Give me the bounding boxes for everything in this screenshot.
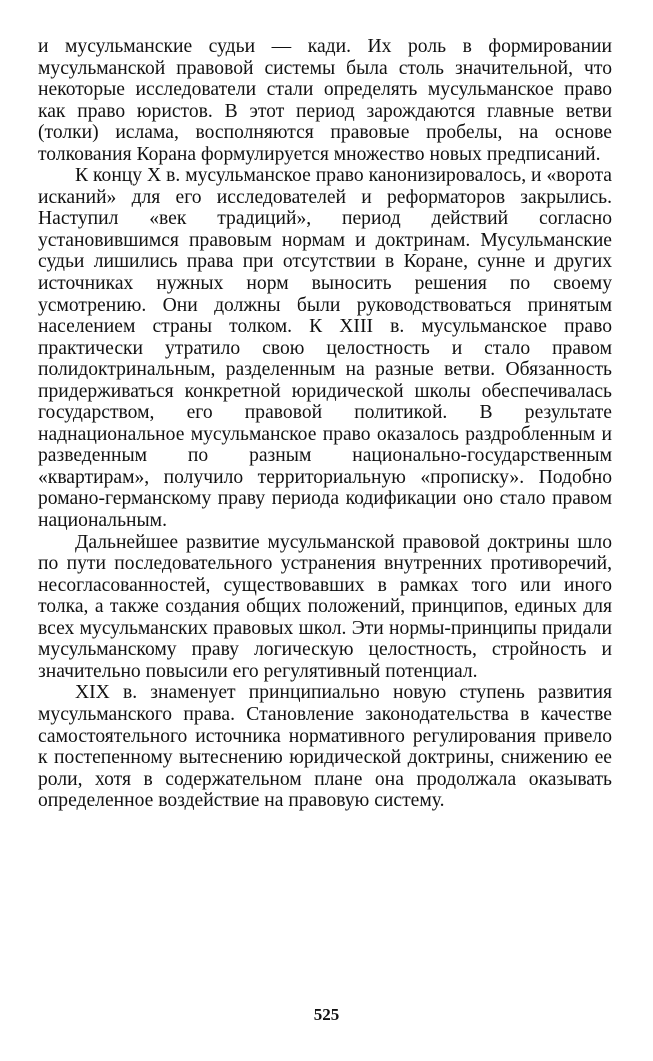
paragraph-2: К концу X в. мусульманское право канонизировалось, и «ворота исканий» для его исследователей и реформаторов закрылись. Наступил «век традиций», период действий согласно установившимся правовым нормам и доктринам. Мусульманские судьи лишились права при отсутствии в Коране, сунне и других источниках нужных норм выносить решения по своему усмотрению. Они должны были руководствоваться принятым населением страны толком. К XIII в. мусульманское право практически утратило свою целостность и стало правом полидоктринальным, разделенным на разные ветви. Обязанность придерживаться конкретной юридической школы обеспечивалась государством, его правовой политикой. В результате наднациональное мусульманское право оказалось раздробленным и разведенным по разным национально-государственным «квартирам», получило территориальную «прописку». Подобно романо-германскому праву периода кодификации оно стало правом национальным.	[38, 165, 612, 532]
paragraph-3: Дальнейшее развитие мусульманской правовой доктрины шло по пути последовательного устранения внутренних противоречий, несогласованностей, существовавших в рамках того или иного толка, а также создания общих положений, принципов, единых для всех мусульманских правовых школ. Эти нормы-принципы придали мусульманскому праву логическую целостность, стройность и значительно повысили его регулятивный потенциал.	[38, 531, 612, 682]
page-number: 525	[313, 1005, 340, 1024]
paragraph-4: XIX в. знаменует принципиально новую ступень развития мусульманского права. Становление законодательства в качестве самостоятельного источника нормативного регулирования привело к постепенному вытеснению юридической доктрины, снижению ее роли, хотя в содержательном плане она продолжала оказывать определенное воздействие на правовую систему.	[38, 682, 612, 812]
paragraph-1: и мусульманские судьи — кади. Их роль в формировании мусульманской правовой системы была столь значительной, что некоторые исследователи стали определять мусульманское право как право юристов. В этот период зарождаются главные ветви (толки) ислама, восполняются правовые пробелы, на основе толкования Корана формулируется множество новых предписаний.	[38, 36, 612, 165]
page-body	[38, 36, 612, 812]
